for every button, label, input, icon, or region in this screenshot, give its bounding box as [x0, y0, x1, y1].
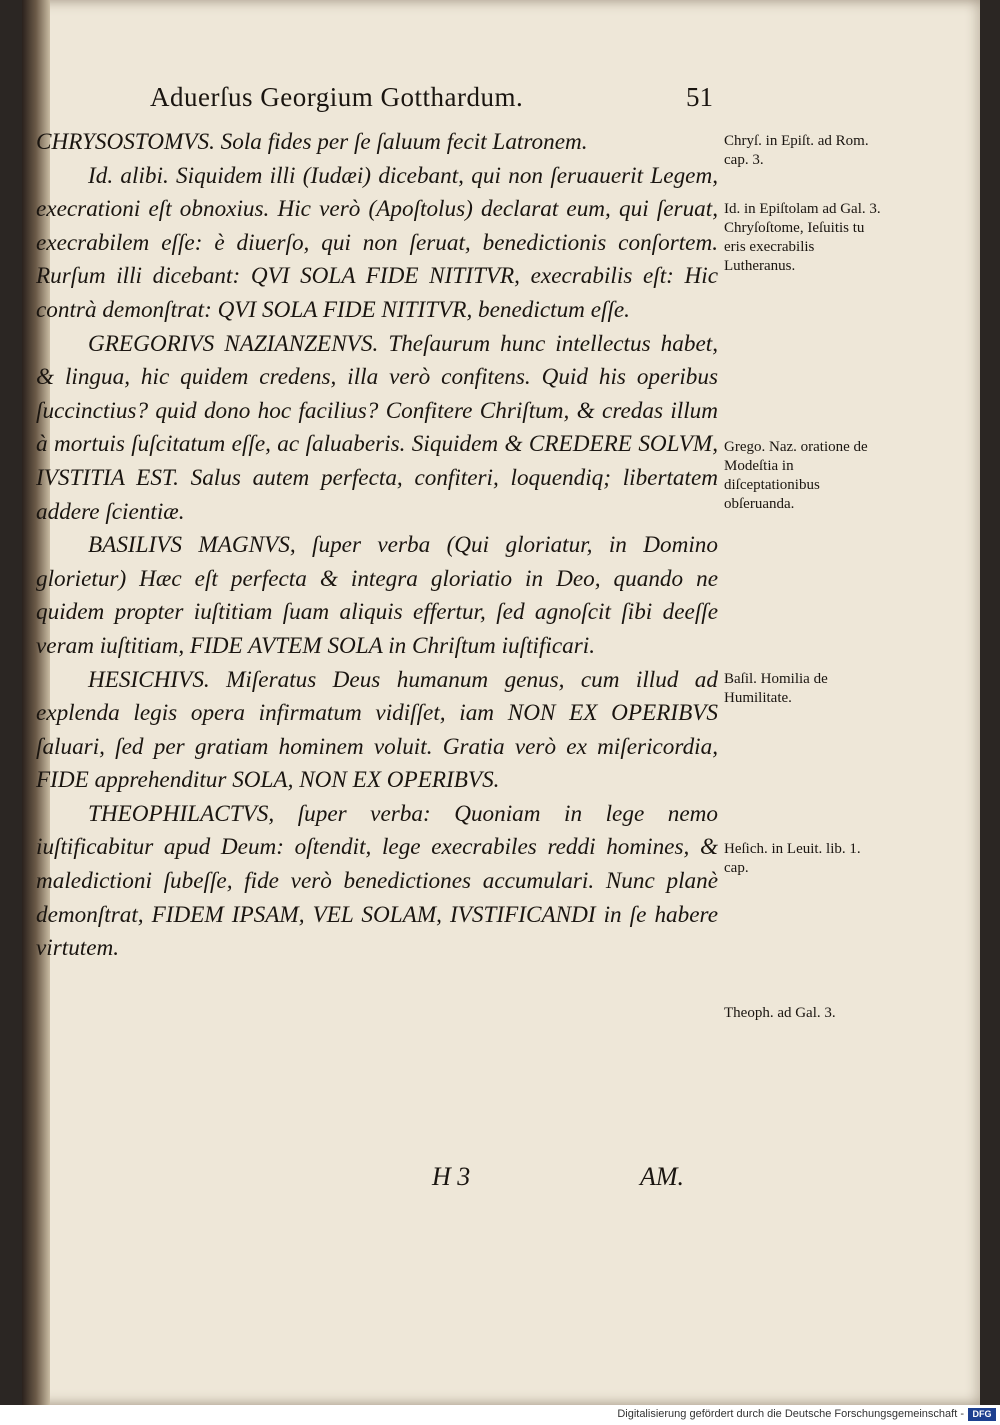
signature-mark: H 3 — [432, 1162, 471, 1191]
margin-note-basil: Baſil. Homilia de Humilitate. — [724, 671, 828, 706]
margin-note-theophylact: Theoph. ad Gal. 3. — [724, 1005, 836, 1021]
paragraph-hesichius: HESICHIVS. Miſeratus Deus humanum genus, cum illud ad explenda legis opera infirmatum vidiſſet, iam NON EX OPERIBVS ſaluari, ſed per gratiam hominem voluit. Gratia verò ex miſericordia, FIDE apprehenditur SOLA, NON EX OPERIBVS. — [36, 666, 718, 794]
catchword: AM. — [640, 1162, 685, 1191]
running-head: Aduerſus Georgium Gotthardum. — [150, 82, 524, 112]
footer-credit: Digitalisierung gefördert durch die Deutsche Forschungsgemeinschaft - — [617, 1408, 964, 1420]
margin-note-chrysostom: Chryſ. in Epiſt. ad Rom. cap. 3. — [724, 133, 869, 168]
footer-bar — [0, 1405, 1000, 1425]
paragraph-gregorius: GREGORIVS NAZIANZENVS. Theſaurum hunc intellectus habet, & lingua, hic quidem credens, illa verò confitens. Quid his operibus ſuccinctius? quid dono hoc facilius? Confitere Chriſtum, & credas illum à mortuis ſuſcitatum eſſe, ac ſaluaberis. Siquidem & CREDERE SOLVM, IVSTITIA EST. Salus autem perfecta, confiteri, loquendiq; libertatem addere ſcientiæ. — [36, 330, 718, 525]
margin-note-id-gal: Id. in Epiſtolam ad Gal. 3. Chryſoſtome, Ieſuitis tu eris execrabilis Lutheranus. — [724, 201, 881, 274]
page-number: 51 — [686, 82, 713, 112]
paragraph-theophilactus: THEOPHILACTVS, ſuper verba: Quoniam in lege nemo iuſtificabitur apud Deum: oſtendit, lege execrabiles reddi homines, & maledictioni ſubeſſe, fide verò benedictiones accumulari. Nunc planè demonſtrat, FIDEM IPSAM, VEL SOLAM, IVSTIFICANDI in ſe habere virtutem. — [36, 800, 718, 962]
margin-note-gregory: Grego. Naz. oratione de Modeſtia in diſceptationibus obſeruanda. — [724, 439, 868, 512]
margin-note-hesychius: Heſich. in Leuit. lib. 1. cap. — [724, 841, 861, 876]
main-text — [36, 126, 718, 966]
paragraph-chrysostomus: CHRYSOSTOMVS. Sola fides per ſe ſaluum fecit Latronem. — [36, 129, 588, 155]
paragraph-basilius: BASILIVS MAGNVS, ſuper verba (Qui gloriatur, in Domino glorietur) Hæc eſt perfecta & integra gloriatio in Deo, quando ne quidem propter iuſtitiam ſuam aliquis effertur, ſed agnoſcit ſibi deeſſe veram iuſtitiam, FIDE AVTEM SOLA in Chriſtum iuſtificari. — [36, 532, 718, 659]
dfg-logo: DFG — [968, 1408, 996, 1421]
paragraph-id-alibi: Id. alibi. Siquidem illi (Iudæi) dicebant, qui non ſeruauerit Legem, execrationi eſt obnoxius. Hic verò (Apoſtolus) declarat eum, qui ſeruat, execrabilem eſſe: è diuerſo, qui non ſeruat, benedictionis conſortem. Rurſum illi dicebant: QVI SOLA FIDE NITITVR, execrabilis eſt: Hic contrà demonſtrat: QVI SOLA FIDE NITITVR, benedictum eſſe. — [36, 162, 718, 323]
